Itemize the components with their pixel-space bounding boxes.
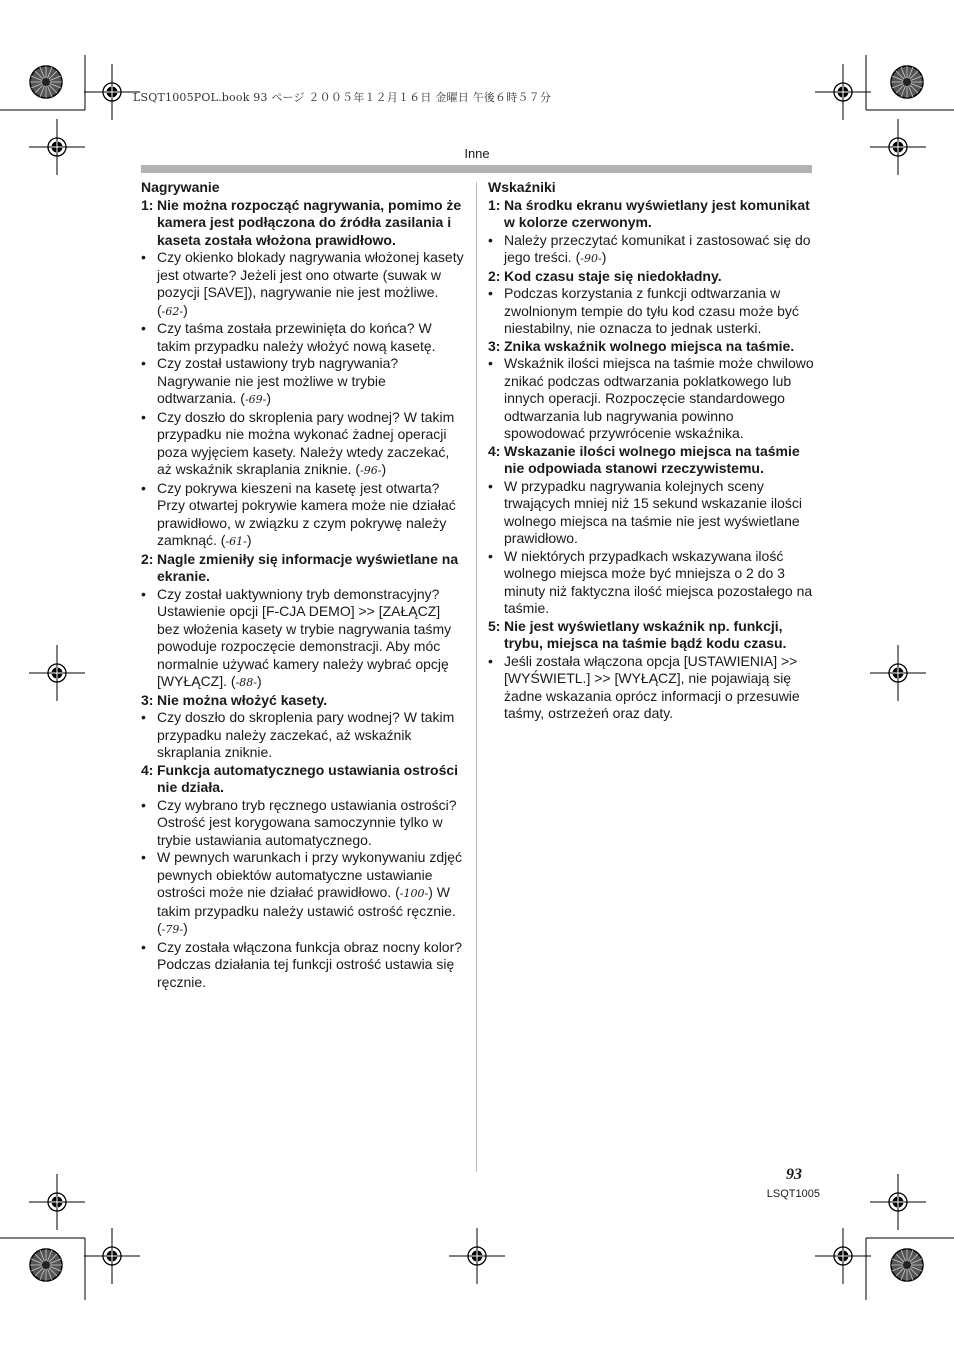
faq-answer-bullet [488,653,814,723]
faq-question [141,551,465,586]
faq-answer-bullet [141,320,465,355]
bullet-glyph: • [488,477,493,494]
question-number: 2: [488,267,501,284]
column-divider [476,182,477,1172]
answer-text [157,320,465,355]
faq-answer-bullet [141,939,465,992]
answer-text-segment: Czy został uaktywniony tryb demonstracyjny? Ustawienie opcji [F-CJA DEMO] >> [ZAŁĄCZ] bez włożenia kasety w trybie nagrywania taśmy powoduje rozpoczęcie demonstracji. Aby móc normalnie używać kamery należy wybrać opcję [WYŁĄCZ]. ( [157,585,452,689]
faq-answer-bullet [488,232,814,268]
answer-text-segment: ) [183,920,188,936]
page-reference: -62- [161,304,184,318]
answer-text-segment: W pewnych warunkach i przy wykonywaniu zdjęć pewnych obiektów automatyczne ustawianie ostrości może nie działać prawidłowo. ( [157,849,463,900]
faq-answer-bullet [488,285,814,338]
answer-text-segment: Należy przeczytać komunikat i zastosować się do jego treści. ( [504,231,811,265]
answer-text-segment: ) [183,301,188,318]
page-reference: -90- [580,252,602,265]
answer-text [157,586,465,692]
answer-text [157,480,465,551]
question-number: 4: [488,442,501,459]
faq-question [141,692,465,710]
answer-text-segment: Czy została włączona funkcja obraz nocny kolor? Podczas działania tej funkcji ostrość ustawia się ręcznie. [157,938,463,990]
answer-text [504,478,814,548]
right-column [488,179,814,723]
question-number: 2: [141,550,154,567]
answer-text [504,653,814,723]
faq-question [488,338,814,356]
faq-question [141,197,465,250]
bullet-glyph: • [488,231,493,248]
answer-text-segment: W przypadku nagrywania kolejnych sceny trwających mniej niż 15 sekund wskazanie ilości wolnego miejsca na taśmie nie jest wyświetlane prawidłowo. [504,477,803,546]
bullet-glyph: • [488,355,493,371]
answer-text-segment: Wskaźnik ilości miejsca na taśmie może chwilowo znikać podczas odtwarzania poklatkowego lub innych operacji. Rozpoczęcie standardowego odtwarzania lub nagrywania powinno spowodować przywrócenie wskaźnika. [504,355,814,441]
header-rule-bar [141,165,812,173]
answer-text-segment: Czy wybrano tryb ręcznego ustawiania ostrości? Ostrość jest korygowana samoczynnie tylko w trybie ustawiania automatycznego. [157,796,457,848]
question-number: 3: [141,691,154,708]
section-heading-recording: Nagrywanie [141,179,220,195]
answer-text-segment: Czy taśma została przewinięta do końca? W takim przypadku należy włożyć nową kasetę. [157,320,436,354]
answer-text-segment: Czy pokrywa kieszeni na kasetę jest otwarta? Przy otwartej pokrywie kamera może nie działać prawidłowo, w związku z czym pokrywę należy zamknąć. ( [157,479,456,548]
answer-text-segment: ) W takim przypadku należy ustawić ostrość ręcznie. ( [157,884,456,936]
question-text: Na środku ekranu wyświetlany jest komunikat w kolorze czerwonym. [504,196,810,230]
faq-answer-bullet [141,480,465,551]
page-reference: -61- [225,535,247,548]
faq-question [488,618,814,653]
question-number: 5: [488,617,501,634]
faq-list-indicators [488,197,814,723]
bullet-glyph: • [141,796,146,813]
answer-text-segment: Czy okienko blokady nagrywania włożonej kasety jest otwarte? Jeżeli jest ono otwarte (suwak w pozycji [SAVE]), nagrywanie nie jest możliwe. ( [157,249,464,318]
faq-answer-bullet [141,355,465,409]
bullet-glyph: • [141,355,146,371]
faq-question [488,197,814,232]
answer-text-segment: Podczas korzystania z funkcji odtwarzania w zwolnionym tempie do tyłu kod czasu może być niestabilny, nie oznacza to jednak usterki. [504,285,799,336]
answer-text [157,939,465,992]
faq-answer-bullet [488,548,814,618]
question-text: Funkcja automatycznego ustawiania ostrości nie działa. [157,761,459,795]
page-reference: -96- [360,464,382,477]
model-code: LSQT1005 [766,1188,820,1200]
page-reference: -100- [399,887,429,900]
question-text: Nie można włożyć kasety. [157,691,328,708]
bullet-glyph: • [141,249,146,265]
page-reference: -69- [244,393,267,406]
faq-answer-bullet [141,409,465,480]
answer-text-segment: Czy doszło do skroplenia pary wodnej? W takim przypadku nie można wykonać żadnej operacji poza wyjęciem kasety. Należy wtedy zaczekać, aż wskaźnik skraplania zniknie. ( [157,408,455,477]
question-text: Nie można rozpocząć nagrywania, pomimo że kamera jest podłączona do źródła zasilania i kaseta została włożona prawidłowo. [157,196,462,248]
question-number: 3: [488,337,501,354]
answer-text [157,355,465,409]
section-heading-indicators: Wskaźniki [488,179,556,195]
answer-text [157,249,465,320]
bullet-glyph: • [141,585,146,602]
answer-text-segment: ) [266,390,272,406]
question-number: 4: [141,761,154,778]
page-number: 93 [786,1166,802,1183]
answer-text [157,409,465,480]
page-reference: -88- [235,676,257,689]
faq-answer-bullet [488,478,814,548]
faq-question [488,443,814,478]
question-text: Wskazanie ilości wolnego miejsca na taśmie nie odpowiada stanowi rzeczywistemu. [504,442,800,476]
faq-answer-bullet [141,586,465,692]
answer-text [157,709,465,762]
bullet-glyph: • [488,547,493,564]
print-header: LSQT1005POL.book 93 ページ ２００５年１２月１６日 金曜日 午後６時５７分 [133,91,552,104]
bullet-glyph: • [141,938,146,955]
faq-answer-bullet [488,355,814,443]
question-number: 1: [488,196,501,213]
answer-text [504,232,814,268]
answer-text [157,849,465,939]
bullet-glyph: • [141,849,146,865]
answer-text-segment: ) [381,461,387,477]
faq-answer-bullet [141,797,465,850]
answer-text-segment: Jeśli została włączona opcja [USTAWIENIA] >> [WYŚWIETL.] >> [WYŁĄCZ], nie pojawiają się żadne wskazania oprócz informacji o przesuwie taśmy, ostrzeżeń oraz daty. [504,652,800,721]
faq-question [141,762,465,797]
answer-text [157,797,465,850]
bullet-glyph: • [141,479,146,496]
question-number: 1: [141,196,154,213]
faq-list-recording [141,197,465,992]
left-column [141,179,465,991]
page-reference: -79- [161,923,184,936]
answer-text-segment: ) [601,249,607,265]
question-text: Nie jest wyświetlany wskaźnik np. funkcji, trybu, miejsca na taśmie bądź kodu czasu. [504,617,787,651]
bullet-glyph: • [141,709,146,725]
bullet-glyph: • [141,320,146,336]
answer-text-segment: ) [246,532,252,548]
answer-text [504,548,814,618]
faq-question [488,268,814,286]
bullet-glyph: • [488,285,493,301]
answer-text [504,355,814,443]
section-label: Inne [464,146,490,161]
answer-text-segment: Czy został ustawiony tryb nagrywania? Nagrywanie nie jest możliwe w trybie odtwarzania. ( [157,355,399,406]
bullet-glyph: • [488,652,493,669]
question-text: Nagle zmieniły się informacje wyświetlane na ekranie. [157,550,459,584]
answer-text-segment: ) [257,673,262,689]
answer-text [504,285,814,338]
faq-answer-bullet [141,709,465,762]
question-text: Znika wskaźnik wolnego miejsca na taśmie. [504,337,795,354]
bullet-glyph: • [141,408,146,425]
question-text: Kod czasu staje się niedokładny. [504,267,722,284]
answer-text-segment: W niektórych przypadkach wskazywana ilość wolnego miejsca może być mniejsza o 2 do 3 minuty niż faktyczna ilość miejsca pozostałego na taśmie. [504,547,813,616]
faq-answer-bullet [141,849,465,939]
answer-text-segment: Czy doszło do skroplenia pary wodnej? W takim przypadku należy zaczekać, aż wskaźnik skraplania zniknie. [157,709,455,760]
faq-answer-bullet [141,249,465,320]
